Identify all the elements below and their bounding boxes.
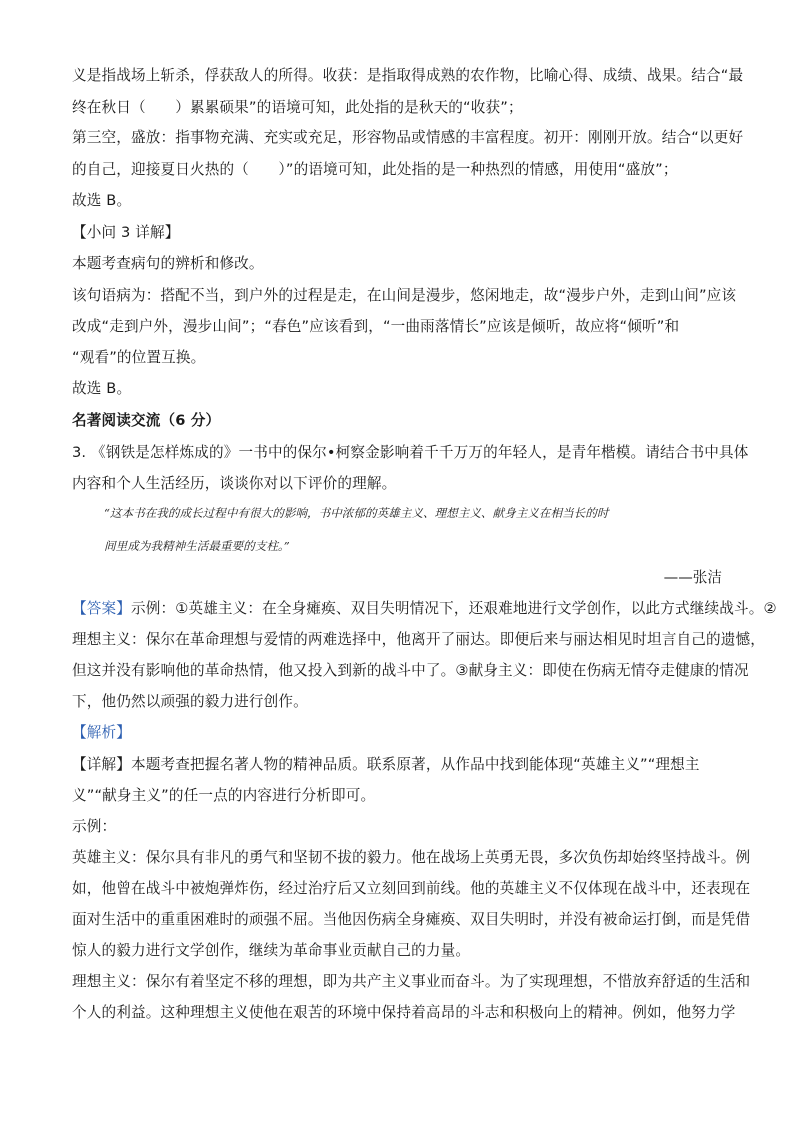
detail-line: 惊人的毅力进行文学创作，继续为革命事业贡献自己的力量。 xyxy=(72,942,471,959)
sub-question-heading: 【小问 3 详解】 xyxy=(72,224,180,241)
quote-line: “这本书在我的成长过程中有很大的影响，书中浓郁的英雄主义、理想主义、献身主义在相当长的时 xyxy=(104,506,609,520)
answer-line: 但这并没有影响他的革命热情，他又投入到新的战斗中了。③献身主义：即使在伤病无情夺走健康的情况 xyxy=(72,662,749,679)
question-line: 3. 《钢铁是怎样炼成的》一书中的保尔•柯察金影响着千千万万的年轻人，是青年楷模。请结合书中具体 xyxy=(72,444,749,461)
answer-line: 示例：①英雄主义：在全身瘫痪、双目失明情况下，还艰难地进行文学创作，以此方式继续战斗。② xyxy=(130,600,777,617)
answer-line: 下，他仍然以顽强的毅力进行创作。 xyxy=(72,693,308,710)
detail-line: 本题考查把握名著人物的精神品质。联系原著，从作品中找到能体现“英雄主义”“理想主 xyxy=(130,756,700,773)
answer-tag: 【答案】 xyxy=(72,600,131,617)
text-line: 该句语病为：搭配不当，到户外的过程是走，在山间是漫步，悠闲地走，故“漫步户外，走到山间”应该 xyxy=(72,287,737,304)
detail-line: 面对生活中的重重困难时的顽强不屈。当他因伤病全身瘫痪、双目失明时，并没有被命运打倒，而是凭借 xyxy=(72,911,751,928)
text-line: 的自己，迎接夏日火热的（ ）”的语境可知，此处指的是一种热烈的情感，用使用“盛放”； xyxy=(72,161,678,178)
section-title: 名著阅读交流（6 分） xyxy=(72,412,221,429)
detail-line: 英雄主义：保尔具有非凡的勇气和坚韧不拔的毅力。他在战场上英勇无畏，多次负伤却始终坚持战斗。例 xyxy=(72,849,751,866)
detail-line: 理想主义：保尔有着坚定不移的理想，即为共产主义事业而奋斗。为了实现理想，不惜放弃舒适的生活和 xyxy=(72,973,751,990)
quote-author: ——张洁 xyxy=(663,569,722,586)
text-line: 故选 B。 xyxy=(72,380,132,397)
detail-tag: 【详解】 xyxy=(72,756,131,773)
text-line: 终在秋日（ ）累累硕果”的语境可知，此处指的是秋天的“收获”； xyxy=(72,99,523,116)
text-line: 本题考查病句的辨析和修改。 xyxy=(72,255,264,272)
text-line: 义是指战场上斩杀，俘获敌人的所得。收获：是指取得成熟的农作物，比喻心得、成绩、战果。结合“最 xyxy=(72,67,744,84)
answer-line: 理想主义：保尔在革命理想与爱情的两难选择中，他离开了丽达。即便后来与丽达相见时坦言自己的遗憾， xyxy=(72,631,765,648)
text-line: 故选 B。 xyxy=(72,192,132,209)
detail-line: 义”“献身主义”的任一点的内容进行分析即可。 xyxy=(72,787,376,804)
question-line: 内容和个人生活经历，谈谈你对以下评价的理解。 xyxy=(72,475,397,492)
detail-line: 如，他曾在战斗中被炮弹炸伤，经过治疗后又立刻回到前线。他的英雄主义不仅体现在战斗中，还表现在 xyxy=(72,880,751,897)
text-line: “观看”的位置互换。 xyxy=(72,349,206,366)
detail-line: 示例： xyxy=(72,818,117,835)
analysis-tag: 【解析】 xyxy=(72,724,131,741)
quote-line: 间里成为我精神生活最重要的支柱。” xyxy=(104,539,290,553)
detail-line: 个人的利益。这种理想主义使他在艰苦的环境中保持着高昂的斗志和积极向上的精神。例如，他努力学 xyxy=(72,1004,736,1021)
text-line: 改成“走到户外，漫步山间”；“春色”应该看到，“一曲雨落情长”应该是倾听，故应将“倾听”和 xyxy=(72,318,680,335)
text-line: 第三空，盛放：指事物充满、充实或充足，形容物品或情感的丰富程度。初开：刚刚开放。结合“以更好 xyxy=(72,129,744,146)
